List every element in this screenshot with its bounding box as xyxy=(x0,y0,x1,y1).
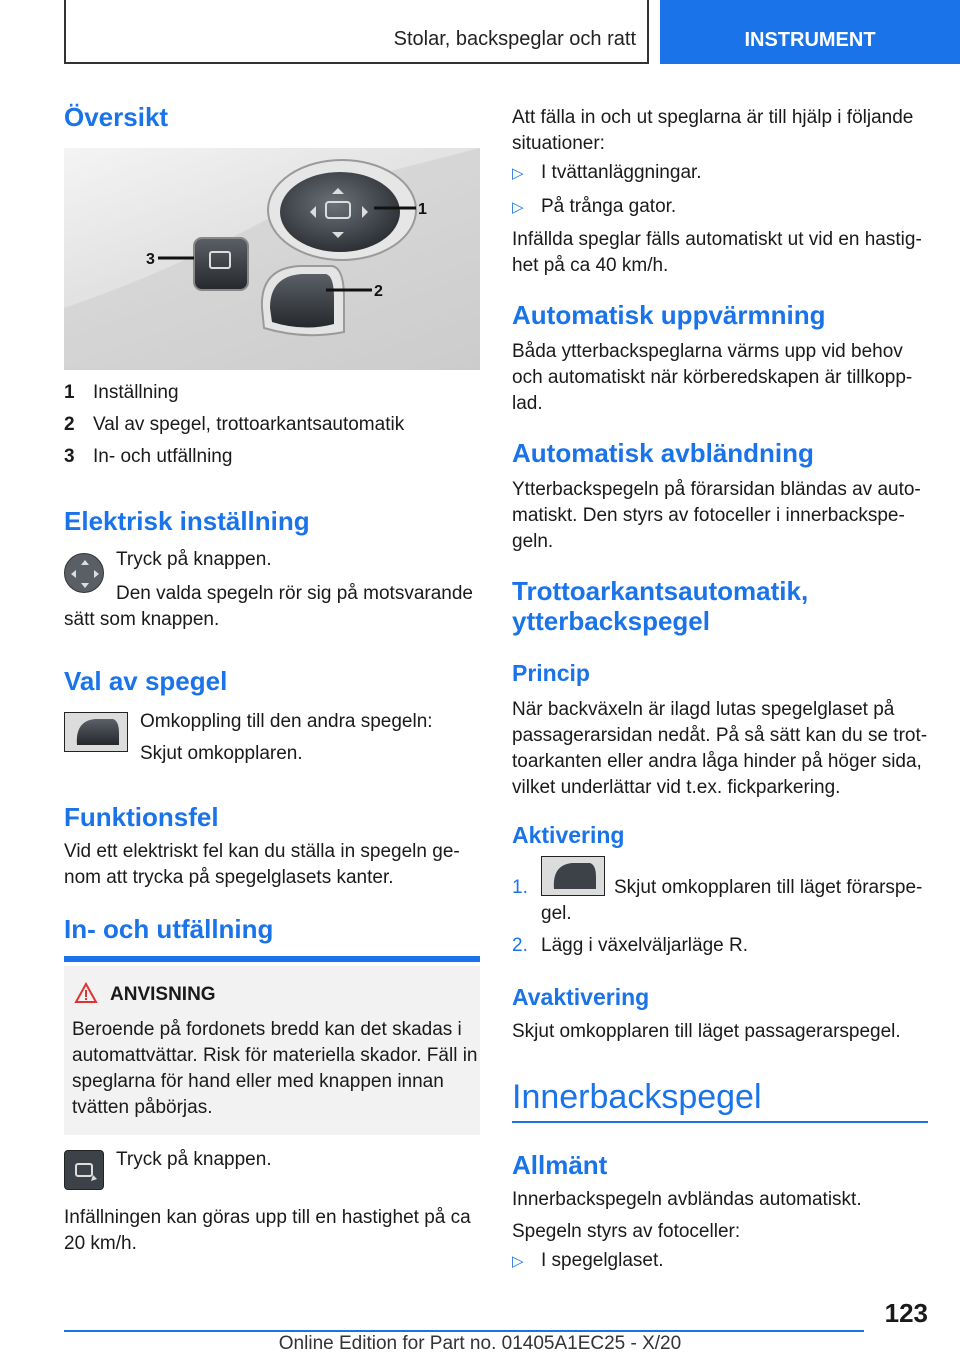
heading-uppvarmning: Automatisk uppvärmning xyxy=(512,300,826,330)
avaktivering-text: Skjut omkopplaren till läget passagerarspegel. xyxy=(512,1021,901,1042)
fold-button xyxy=(194,238,248,290)
footer-divider xyxy=(64,1330,864,1332)
avblandning-line: Ytterbackspegeln på förarsidan bländas av auto- xyxy=(512,479,921,500)
step-text: Lägg i växelväljarläge R. xyxy=(541,935,749,956)
heading-aktivering: Aktivering xyxy=(512,822,625,848)
funktionsfel-text-a: Vid ett elektriskt fel kan du ställa in spegeln ge- xyxy=(64,841,460,862)
header-chapter-tab[interactable]: INSTRUMENT xyxy=(660,0,960,64)
auto-out-text-b: het på ca 40 km/h. xyxy=(512,255,669,276)
legend-number: 1 xyxy=(64,382,75,403)
adjust-button-icon xyxy=(64,553,104,593)
notice-box xyxy=(64,966,480,1135)
funktionsfel-text-b: nom att trycka på spegelglasets kanter. xyxy=(64,867,394,888)
elektrisk-text-1: Tryck på knappen. xyxy=(116,549,272,570)
avblandning-line: matiskt. Den styrs av fotoceller i innerbackspe- xyxy=(512,505,905,526)
allmant-text-1: Innerbackspegeln avbländas automatiskt. xyxy=(512,1189,862,1210)
bullet-triangle-icon: ▷ xyxy=(512,165,524,182)
page-number: 123 xyxy=(884,1298,928,1328)
select-switch xyxy=(270,274,334,328)
intro-text-a: Att fälla in och ut speglarna är till hjälp i följande xyxy=(512,107,914,128)
adjust-knob xyxy=(280,172,400,252)
heading-funktionsfel: Funktionsfel xyxy=(64,802,219,832)
step-number: 1. xyxy=(512,877,528,898)
avblandning-line: geln. xyxy=(512,531,554,552)
header-section-title: Stolar, backspeglar och ratt xyxy=(393,28,636,50)
infallning-speed-b: 20 km/h. xyxy=(64,1233,137,1254)
allmant-text-2: Spegeln styrs av fotoceller: xyxy=(512,1221,741,1242)
legend-text: In- och utfällning xyxy=(93,446,233,467)
fold-button-icon xyxy=(64,1150,104,1190)
princip-line: vilket underlättar vid t.ex. fickparkering. xyxy=(512,777,841,798)
mirror-switch-icon xyxy=(541,856,605,896)
notice-accent-bar xyxy=(64,956,480,962)
legend-number: 3 xyxy=(64,446,75,467)
princip-line: passagerarsidan nedåt. På så sätt kan du se trot- xyxy=(512,725,928,746)
uppvarmning-line: och automatiskt när körberedskapen är tillkopp- xyxy=(512,367,913,388)
step-number: 2. xyxy=(512,935,528,956)
heading-infallning: In- och utfällning xyxy=(64,914,274,944)
val-text-2: Skjut omkopplaren. xyxy=(140,743,303,764)
heading-trottoar-b: ytterbackspegel xyxy=(512,606,710,636)
uppvarmning-line: Båda ytterbackspeglarna värms upp vid behov xyxy=(512,341,903,362)
princip-line: När backväxeln är ilagd lutas spegelglaset på xyxy=(512,699,895,720)
heading-innerbackspegel: Innerbackspegel xyxy=(512,1078,762,1116)
legend-text: Inställning xyxy=(93,382,179,403)
page-header xyxy=(0,0,960,66)
intro-text-b: situationer: xyxy=(512,133,605,154)
section-divider xyxy=(512,1121,928,1123)
notice-line: automattvättar. Risk för materiella skador. Fäll in xyxy=(72,1045,478,1066)
heading-trottoar-a: Trottoarkantsautomatik, xyxy=(512,576,809,606)
val-text-1: Omkoppling till den andra spegeln: xyxy=(140,711,433,732)
elektrisk-text-2a: Den valda spegeln rör sig på motsvarande xyxy=(116,583,473,604)
warning-icon xyxy=(74,982,98,1009)
auto-out-text-a: Infällda speglar fälls automatiskt ut vid en hastig- xyxy=(512,229,922,250)
notice-title: ANVISNING xyxy=(110,984,216,1005)
notice-line: speglarna för hand eller med knappen innan xyxy=(72,1071,444,1092)
step-text-cont: gel. xyxy=(541,903,572,924)
infallning-speed-a: Infällningen kan göras upp till en hastighet på ca xyxy=(64,1207,471,1228)
legend-text: Val av spegel, trottoarkantsautomatik xyxy=(93,414,405,435)
mirror-controls-photo xyxy=(64,148,480,370)
princip-line: toarkanten eller andra låga hinder på höger sida, xyxy=(512,751,922,772)
elektrisk-text-2b: sätt som knappen. xyxy=(64,609,220,630)
step-text: Skjut omkopplaren till läget förarspe- xyxy=(614,877,923,898)
notice-line: Beroende på fordonets bredd kan det skadas i xyxy=(72,1019,462,1040)
footer-edition: Online Edition for Part no. 01405A1EC25 - X/20 xyxy=(278,1333,682,1354)
bullet-triangle-icon: ▷ xyxy=(512,199,524,216)
heading-oversikt: Översikt xyxy=(64,102,169,132)
infallning-press-text: Tryck på knappen. xyxy=(116,1149,272,1170)
bullet-triangle-icon: ▷ xyxy=(512,1253,524,1270)
callout-3: 3 xyxy=(146,251,155,268)
callout-2: 2 xyxy=(374,283,383,300)
mirror-switch-icon xyxy=(64,712,128,752)
heading-val-av-spegel: Val av spegel xyxy=(64,666,228,696)
uppvarmning-line: lad. xyxy=(512,393,543,414)
heading-princip: Princip xyxy=(512,660,590,686)
heading-elektrisk: Elektrisk inställning xyxy=(64,506,310,536)
heading-avaktivering: Avaktivering xyxy=(512,984,650,1010)
callout-1: 1 xyxy=(418,201,427,218)
heading-allmant: Allmänt xyxy=(512,1150,608,1180)
notice-line: tvätten påbörjas. xyxy=(72,1097,213,1118)
heading-avblandning: Automatisk avbländning xyxy=(512,438,814,468)
mirror-controls-illustration xyxy=(64,148,480,370)
legend-number: 2 xyxy=(64,414,75,435)
